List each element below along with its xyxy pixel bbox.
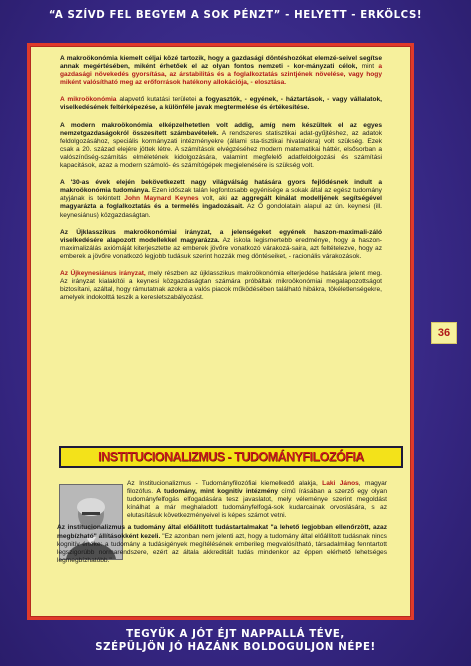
p6-plain: mely részben az újklasszikus makroökonómia elterjedése hatására jelent meg. Az irányzat kialakítói a keynesi közgazdaságtan számára próbáltak mikroökonómiai megalapozottságot biztosítani, azáltal, hogy rámutatnak azokra a valós piacok működésében található hibákra, tökéletlenségekre, amelyek indokolttá teszik a keresletszabályozást.: [60, 269, 382, 302]
paragraph-modern-macro: [60, 122, 382, 171]
s1-plain-2: , magyar filozófus.: [127, 480, 387, 496]
s1-bold: A tudomány, mint kognitív intézmény: [156, 488, 279, 496]
paragraph-new-keynesian: [60, 270, 382, 302]
p2-term: A mikroökonómia: [60, 96, 117, 104]
bottom-slogan-line1: TEGYÜK A JÓT ÉJT NAPPALLÁ TÉVE,: [126, 629, 345, 640]
bottom-slogan: [0, 628, 471, 654]
paragraph-macroeconomics-goals: [60, 55, 382, 87]
s2-bold: Az institucionalizmus a tudomány által előállított tudástartalmakat "a lehető legjobban ellenőrzött, azaz megbízható" állításokként kezeli.: [57, 524, 387, 540]
p1-plain: mint: [357, 63, 379, 71]
top-slogan-rest: - HELYETT - ERKÖLCS!: [280, 10, 423, 21]
s1-plain-3: című írásában a szerző egy olyan tudományfelfogás elfogadására tesz javaslatot, mely véleménye szerint megoldást kínálhat a már meghaladott tudományfelfogá-sok kudarcainak orvoslására, s az elutasításuk következményeivel is képes számot vetni.: [127, 488, 387, 520]
s1-plain: Az Institucionalizmus - Tudományfilozófiai kiemelkedő alakja,: [127, 480, 323, 487]
s2-plain: "Ez azonban nem jelenti azt, hogy a tudomány által előállított tudásnak nincs kognitív értéke: a tudomány a tudásigények megítélésének emberileg megvalósítható, társadalmilag fenntartott legszigorúbb normarendszere, ezért az általa akkreditált tudás mindenkor az éppen elérhető lehetséges legmegbízhatóbb.": [57, 532, 387, 564]
p4-bold-2: az aggregált kínálat modelljének segítségével magyarázta a foglalkoztatás és a termelés ingadozásait.: [60, 195, 382, 211]
section-paragraph-institutionalism: [57, 524, 387, 564]
p3-plain: A rendszeres statisztikai adat-gyűjtéshez, az adatok feldolgozásához, speciális kormányzati intézményekre (állami sta-tisztikai hivatalokra) volt szükség. Ezek csak a 20. század elejére jöttek létre. A számítások elvégzéséhez modern matematikai háttér, elsősorban a valószínűség-számítás elméletének kidolgozására, valamint megfelelő adatfeldolgozási és számítási kapacitások, azaz a modern számoló- és számítógépek megjelenésére is szükség volt.: [60, 129, 383, 170]
paragraph-microeconomics: [60, 96, 382, 112]
p5-bold: Az Újklasszikus makroökonómiai irányzat, a jelenségeket egyének haszon-maximali-záló viselkedésére alapozott modellekkel magyarázza.: [60, 228, 382, 244]
p3-bold: A modern makroökonómia elképzelhetetlen volt addig, amíg nem készültek el az egyes nemzetgazdaságokról összesített számbavételek.: [60, 121, 382, 137]
top-slogan-quote: “A SZÍVD FEL BEGYEM A SOK PÉNZT”: [48, 10, 281, 21]
p2-plain: alapvető kutatási területei: [116, 96, 199, 104]
paragraph-keynes: [60, 179, 382, 219]
p5-plain: Az iskola legismertebb eredménye, hogy a haszon-maximalizálás axiómáját kiterjesztette az emberek jövőre vonatkozó várakozá-saira, azt feltételezve, hogy az emberek a jövőre vonatkozó legjobb tudásuk szerint hozzák meg döntéseiket, - racionális várakozások.: [60, 236, 382, 260]
page-number: 36: [431, 322, 457, 344]
p1-highlight: a gazdasági növekedés gyorsítása, az árstabilitás és a foglalkoztatás szintjének növelése, vagy hogy miként valósítható meg az erőforrások hatékony allokációja, - elosztása.: [60, 63, 382, 87]
article-body: [60, 55, 382, 311]
p4-keynes-name: John Maynard Keynes: [124, 195, 199, 203]
section-title-banner: INSTITUCIONALIZMUS - TUDOMÁNYFILOZÓFIA: [59, 446, 403, 468]
p4-bold: A '30-as évek elején bekövetkezett nagy világválság hatására gyors fejlődésnek indult a makroökonómia tudománya.: [60, 179, 382, 195]
p4-plain-3: Az Ő gondolatain alapul az ún. keynesi (ill. keynesiánus) közgazdaságtan.: [60, 203, 382, 219]
p4-plain-2: volt, aki: [198, 195, 231, 203]
paragraph-new-classical: [60, 229, 382, 261]
p2-bold: a fogyasztók, - egyének, - háztartások, - vagy vállalatok, viselkedésének feltérképezése, a különféle javak megtermelése és értékesítése.: [60, 96, 382, 112]
s1-name: Laki János: [322, 480, 359, 487]
section-paragraph-laki: [127, 480, 387, 520]
p1-bold: A makroökonómia kiemelt céljai közé tartozik, hogy a gazdasági döntéshozókat elemzé-seivel segítse annak megértésében, miként érhetőek el az olyan fontos nemzeti - kor-mányzati célok,: [60, 55, 382, 71]
bottom-slogan-line2: SZÉPÜLJÖN JÓ HAZÁNK BOLDOGULJON NÉPE!: [95, 642, 376, 653]
section-body: [57, 480, 387, 574]
top-slogan: [0, 10, 471, 21]
p4-plain: Ezen időszak talán legfontosabb egyénisége a sokak által az egész tudomány atyjának is tekintett: [60, 187, 382, 203]
p6-term: Az Újkeynesiánus irányzat,: [60, 269, 146, 277]
